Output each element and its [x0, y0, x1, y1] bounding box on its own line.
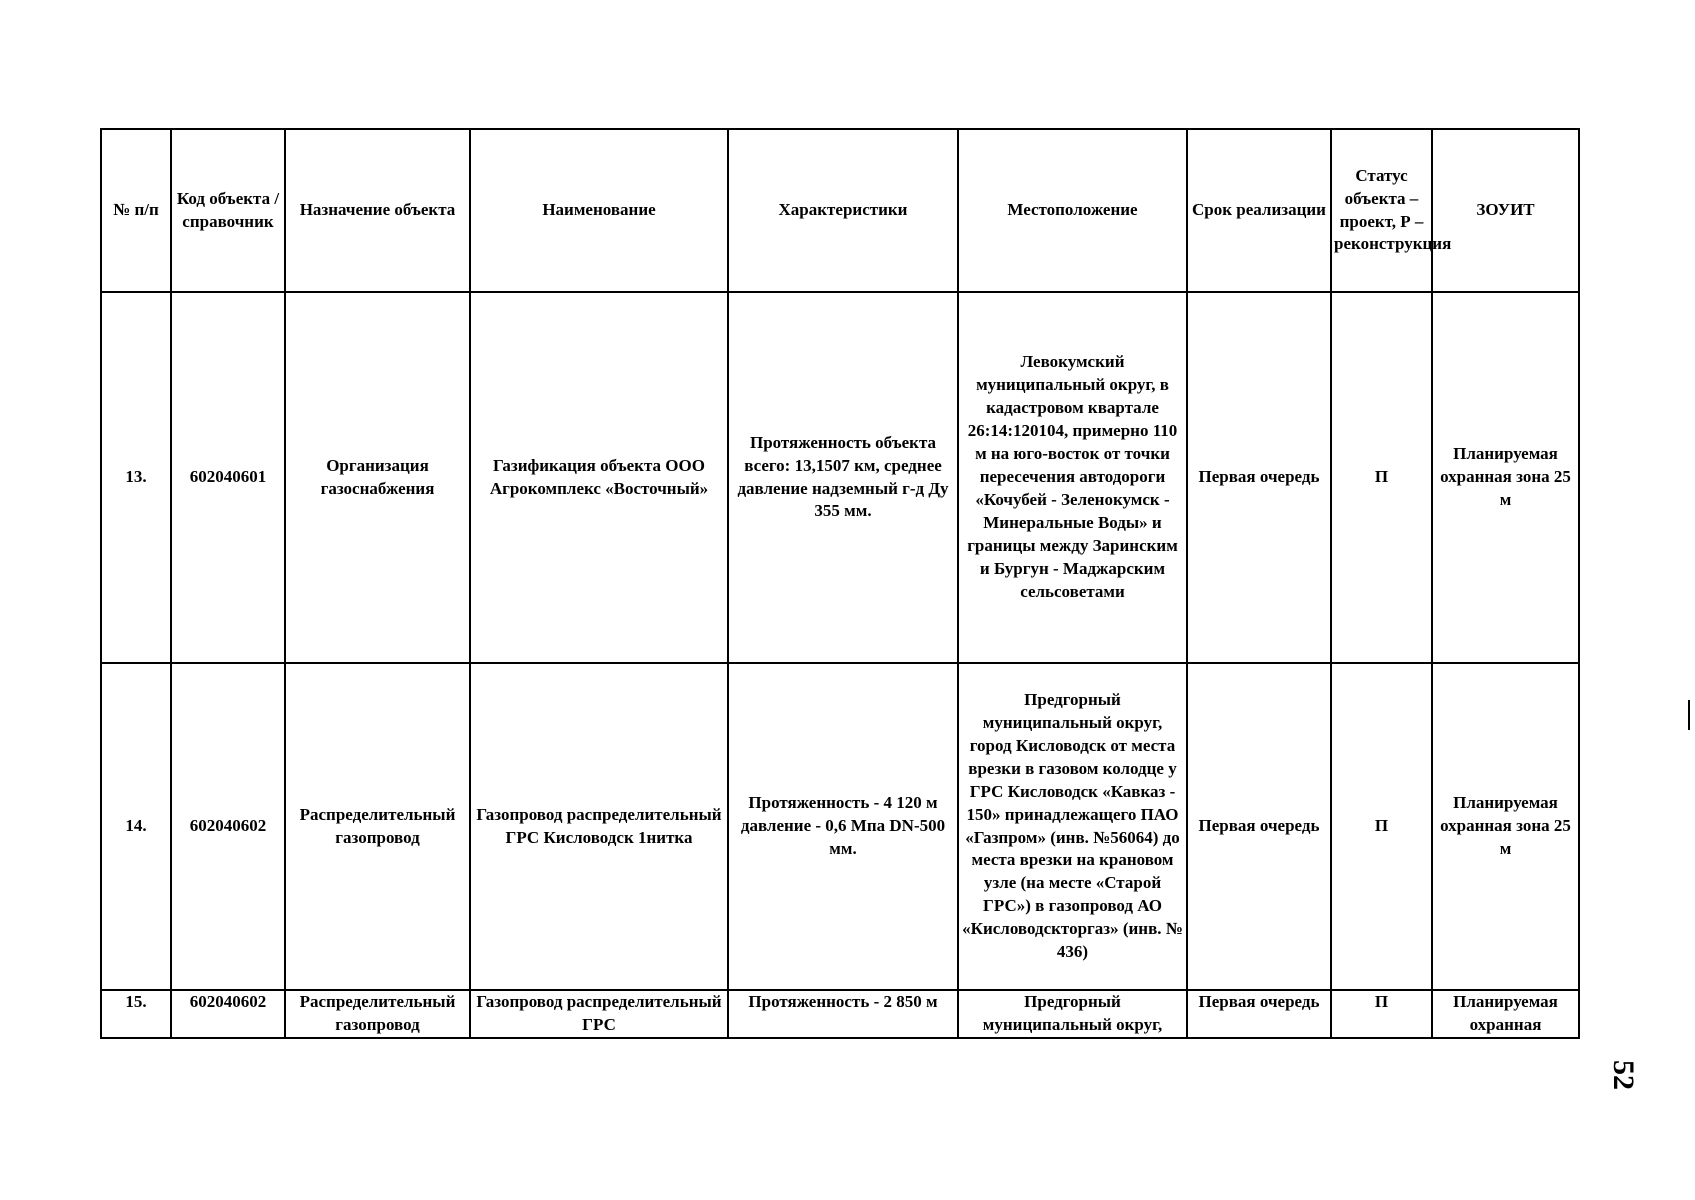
col-header-term: Срок реализации	[1187, 129, 1331, 292]
cell-term: Первая очередь	[1187, 292, 1331, 663]
cell-purpose: Распределительный газопровод	[285, 663, 470, 990]
cell-name: Газопровод распределительный ГРС Кисловодск 1нитка	[470, 663, 728, 990]
cell-characteristics: Протяженность - 4 120 м давление - 0,6 Мпа DN-500 мм.	[728, 663, 958, 990]
cell-purpose: Организация газоснабжения	[285, 292, 470, 663]
cell-code: 602040602	[171, 990, 285, 1038]
col-header-location: Местоположение	[958, 129, 1187, 292]
table-row	[101, 990, 1579, 1038]
cell-location: Предгорный муниципальный округ,	[958, 990, 1187, 1038]
cell-characteristics: Протяженность объекта всего: 13,1507 км, среднее давление надземный г-д Ду 355 мм.	[728, 292, 958, 663]
cell-term: Первая очередь	[1187, 990, 1331, 1038]
cell-status: П	[1331, 292, 1432, 663]
scan-mark	[1688, 700, 1690, 730]
page-number: 52	[1607, 1060, 1640, 1090]
cell-characteristics: Протяженность - 2 850 м	[728, 990, 958, 1038]
cell-purpose: Распределительный газопровод	[285, 990, 470, 1038]
cell-number: 13.	[101, 292, 171, 663]
col-header-characteristics: Характеристики	[728, 129, 958, 292]
cell-status: П	[1331, 990, 1432, 1038]
cell-location: Левокумский муниципальный округ, в кадастровом квартале 26:14:120104, примерно 110 м на юго-восток от точки пересечения автодороги «Кочубей - Зеленокумск - Минеральные Воды» и границы между Заринским и Бургун - Маджарским сельсоветами	[958, 292, 1187, 663]
cell-zouit: Планируемая охранная	[1432, 990, 1579, 1038]
col-header-name: Наименование	[470, 129, 728, 292]
table-row	[101, 292, 1579, 663]
cell-code: 602040601	[171, 292, 285, 663]
col-header-number: № п/п	[101, 129, 171, 292]
col-header-purpose: Назначение объекта	[285, 129, 470, 292]
header-row	[101, 129, 1579, 292]
cell-zouit: Планируемая охранная зона 25 м	[1432, 292, 1579, 663]
col-header-status: Статус объекта – проект, Р – реконструкция	[1331, 129, 1432, 292]
cell-code: 602040602	[171, 663, 285, 990]
cell-status: П	[1331, 663, 1432, 990]
cell-number: 15.	[101, 990, 171, 1038]
cell-term: Первая очередь	[1187, 663, 1331, 990]
cell-name: Газопровод распределительный ГРС	[470, 990, 728, 1038]
cell-name: Газификация объекта ООО Агрокомплекс «Восточный»	[470, 292, 728, 663]
col-header-code: Код объекта / справочник	[171, 129, 285, 292]
cell-location: Предгорный муниципальный округ, город Кисловодск от места врезки в газовом колодце у ГРС Кисловодск «Кавказ - 150» принадлежащего ПАО «Газпром» (инв. №56064) до места врезки на крановом узле (на месте «Старой ГРС») в газопровод АО «Кисловодскторгаз» (инв. № 436)	[958, 663, 1187, 990]
table-row	[101, 663, 1579, 990]
cell-zouit: Планируемая охранная зона 25 м	[1432, 663, 1579, 990]
col-header-zouit: ЗОУИТ	[1432, 129, 1579, 292]
object-table	[100, 128, 1580, 1039]
cell-number: 14.	[101, 663, 171, 990]
